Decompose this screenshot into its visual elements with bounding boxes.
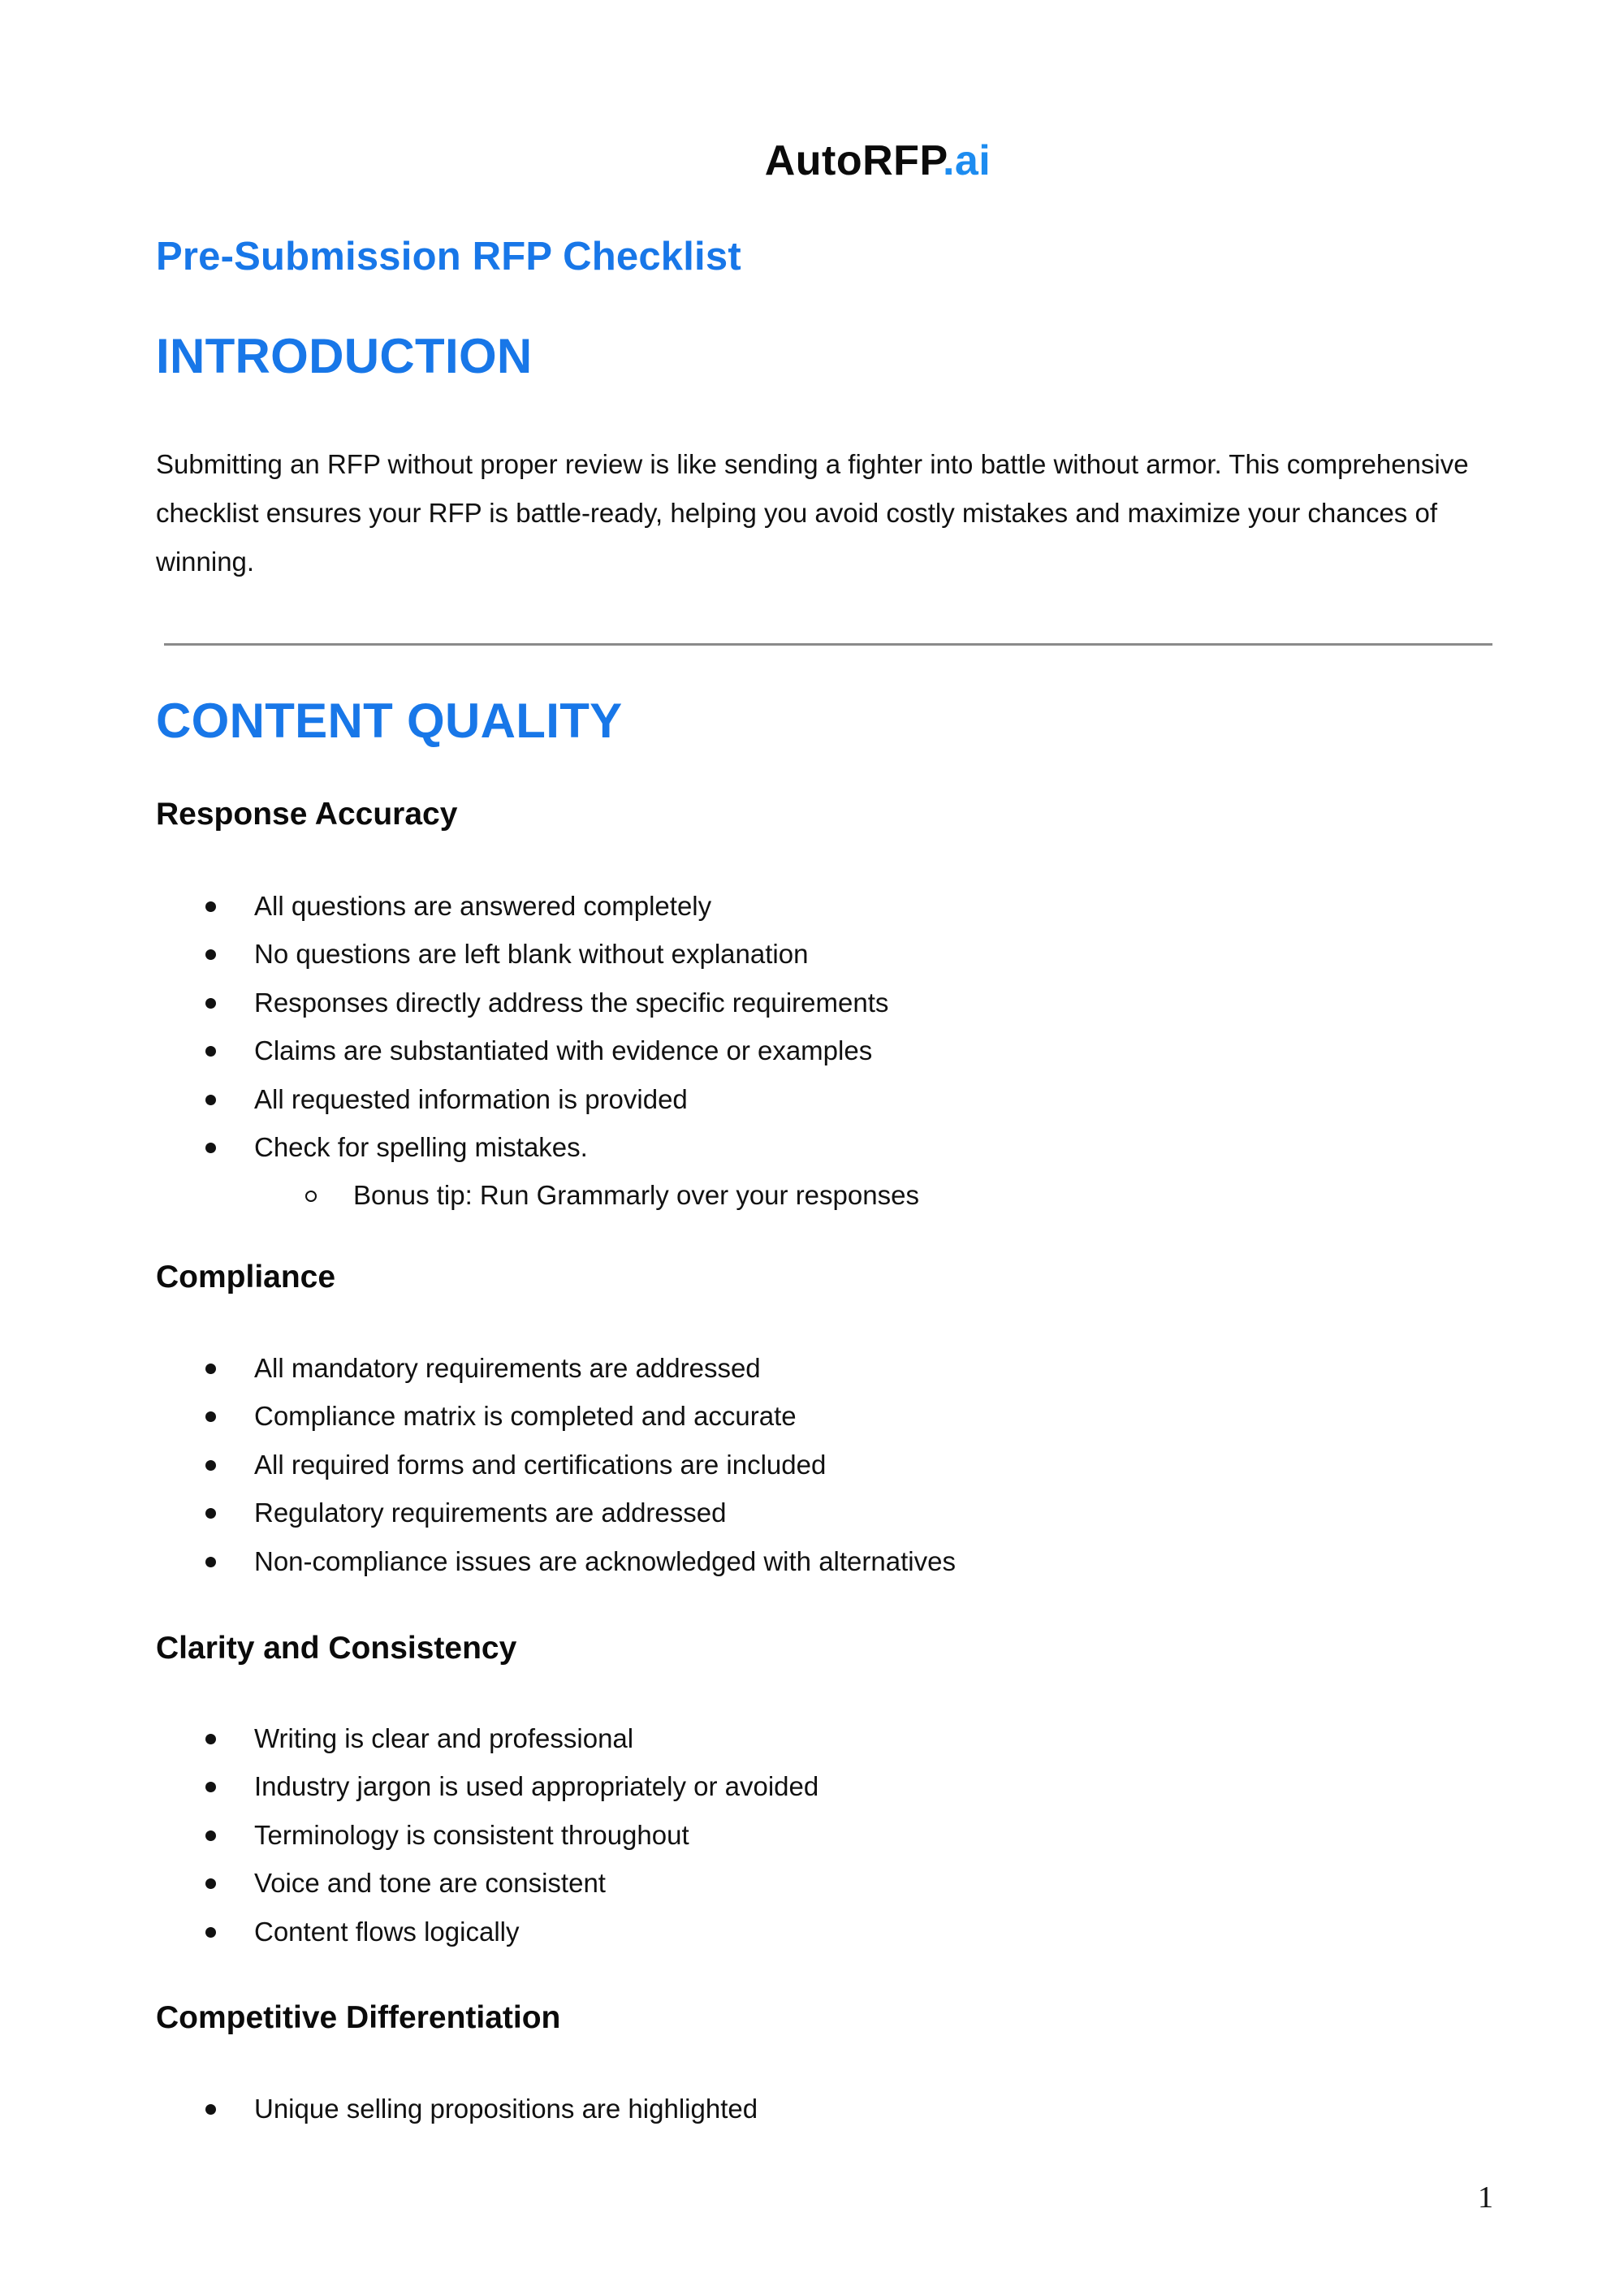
bullet-icon — [205, 1046, 216, 1057]
bullet-icon — [205, 1095, 216, 1105]
compliance-heading: Compliance — [156, 1260, 336, 1294]
bullet-icon — [205, 1782, 216, 1792]
logo-accent-text: .ai — [942, 137, 991, 184]
introduction-paragraph: Submitting an RFP without proper review is like sending a fighter into battle without armor. This comprehensive checklist ensures your RFP is battle-ready, helping you avoid costly mistakes and maximize your chances of winning. — [156, 449, 1469, 577]
bullet-icon — [205, 1734, 216, 1744]
autorfp-logo — [0, 136, 1624, 185]
clarity-heading: Clarity and Consistency — [156, 1631, 517, 1666]
bullet-icon — [205, 2104, 216, 2115]
bullet-icon — [205, 1411, 216, 1422]
bullet-icon — [205, 1927, 216, 1938]
bullet-icon — [205, 949, 216, 960]
bullet-icon — [205, 901, 216, 912]
bullet-icon — [205, 1143, 216, 1153]
bullet-icon — [205, 1830, 216, 1841]
hollow-bullet-icon — [305, 1191, 317, 1202]
bullet-icon — [205, 1878, 216, 1889]
bullet-icon — [205, 998, 216, 1009]
section-divider — [164, 643, 1492, 646]
response-accuracy-heading: Response Accuracy — [156, 797, 458, 832]
introduction-heading: INTRODUCTION — [156, 329, 533, 383]
bullet-icon — [205, 1557, 216, 1567]
bullet-icon — [205, 1364, 216, 1374]
differentiation-heading: Competitive Differentiation — [156, 2000, 561, 2035]
content-quality-heading: CONTENT QUALITY — [156, 694, 623, 748]
page-number: 1 — [1478, 2180, 1493, 2215]
document-page: AutoRFP.ai Pre-Submission RFP Checklist INTRODUCTION Submitting an RFP without proper review is like sending a fighter into battle without armor. This comprehensive checklist ensures your RFP is battle-ready, helping you avoid costly mistakes and maximize your chances of winning. CONTENT QUALITY Response Accuracy All questions are answered completely No questions are left blank without explanation Responses directly address the specific requirements Claims are substantiated with evidence or examples All requested information is provided Check for spelling mistakes. Bonus tip: Run Grammarly over your responses Compliance All mandatory requirements are addressed Compliance matrix is completed and accurate All required forms and certifications are included Regulatory requirements are addressed Non-compliance issues are acknowledged with alternatives Clarity and Consistency Writing is clear and professional Industry jargon is used appropriately or avoided Terminology is consistent throughout Voice and tone are consistent Content flows logically Competitive Differentiation Unique selling propositions are highlighted 1 — [0, 0, 1624, 2295]
bullet-icon — [205, 1508, 216, 1519]
logo-main-text: AutoRFP — [764, 137, 943, 184]
document-title: Pre-Submission RFP Checklist — [156, 235, 741, 279]
bullet-icon — [205, 1460, 216, 1471]
